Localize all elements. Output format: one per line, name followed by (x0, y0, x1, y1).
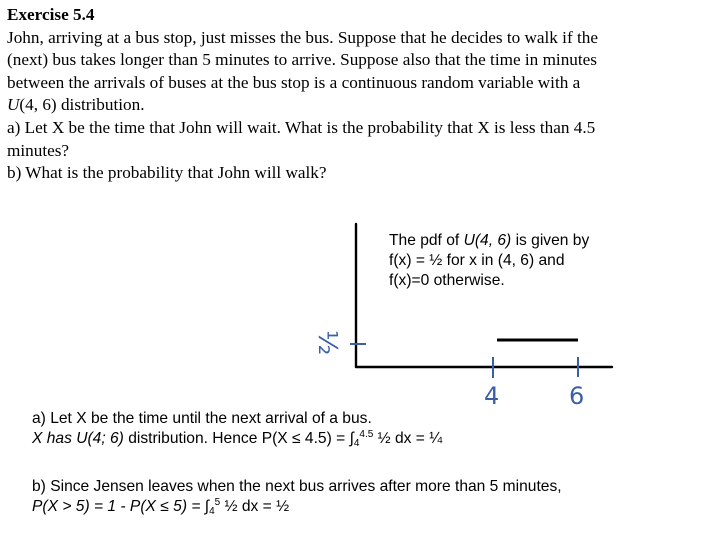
pdf-note-line-3: f(x)=0 otherwise. (389, 272, 505, 289)
solution-b-end: ½ dx = ½ (220, 498, 290, 515)
solution-b-line-2 (32, 497, 712, 517)
solution-a-lower-limit: 4 (353, 438, 360, 449)
exercise-line-1: John, arriving at a bus stop, just misses the bus. Suppose that he decides to walk if the (7, 27, 598, 47)
solution-a-upper-limit: 4.5 (359, 429, 374, 440)
exercise-title: Exercise 5.4 (7, 5, 95, 24)
pdf-note-line-1-post: is given by (511, 232, 590, 249)
pdf-note-line-1 (389, 231, 709, 251)
exercise-part-b: b) What is the probability that John will walk? (7, 163, 327, 183)
pdf-note-line-2: f(x) = ½ for x in (4, 6) and (389, 252, 565, 269)
exercise-part-a-line-2: minutes? (7, 140, 70, 160)
solution-b-upper-limit: 5 (214, 497, 221, 508)
pdf-note (389, 231, 709, 291)
distribution-symbol: U (7, 95, 20, 115)
solution-b-line-1: b) Since Jensen leaves when the next bus arrives after more than 5 minutes, (32, 478, 562, 495)
pdf-note-line-1-pre: The pdf of (389, 232, 464, 249)
exercise-line-2: (next) bus takes longer than 5 minutes to arrive. Suppose also that the time in minutes (7, 50, 597, 70)
x-tick-label-6: 6 (569, 382, 585, 410)
solution-a-distribution: U(4; 6) (76, 430, 124, 447)
pdf-note-distribution: U(4, 6) (463, 232, 512, 249)
solution-a-line-2 (32, 429, 712, 449)
solution-b-lower-limit: 4 (209, 506, 215, 517)
exercise-line-4-rest: (4, 6) distribution. (19, 95, 145, 115)
y-tick-label: ½ (312, 330, 342, 356)
x-tick-label-4: 4 (484, 382, 500, 410)
solution-b-pre: P(X > 5) = 1 - P(X ≤ 5) = ∫ (32, 498, 210, 515)
solution-a-mid: distribution. Hence P(X ≤ 4.5) = ∫ (123, 430, 354, 447)
exercise-line-3: between the arrivals of buses at the bus stop is a continuous random variable with a (7, 72, 581, 92)
exercise-part-a-line-1: a) Let X be the time that John will wait. What is the probability that X is less than 4.5 (7, 117, 596, 137)
solution-a-line-1: a) Let X be the time until the next arrival of a bus. (32, 410, 372, 427)
solution-b (32, 477, 712, 517)
solution-a-pre: X has (32, 430, 77, 447)
solution-a (32, 409, 712, 449)
solution-a-end: ½ dx = ¼ (373, 430, 443, 447)
